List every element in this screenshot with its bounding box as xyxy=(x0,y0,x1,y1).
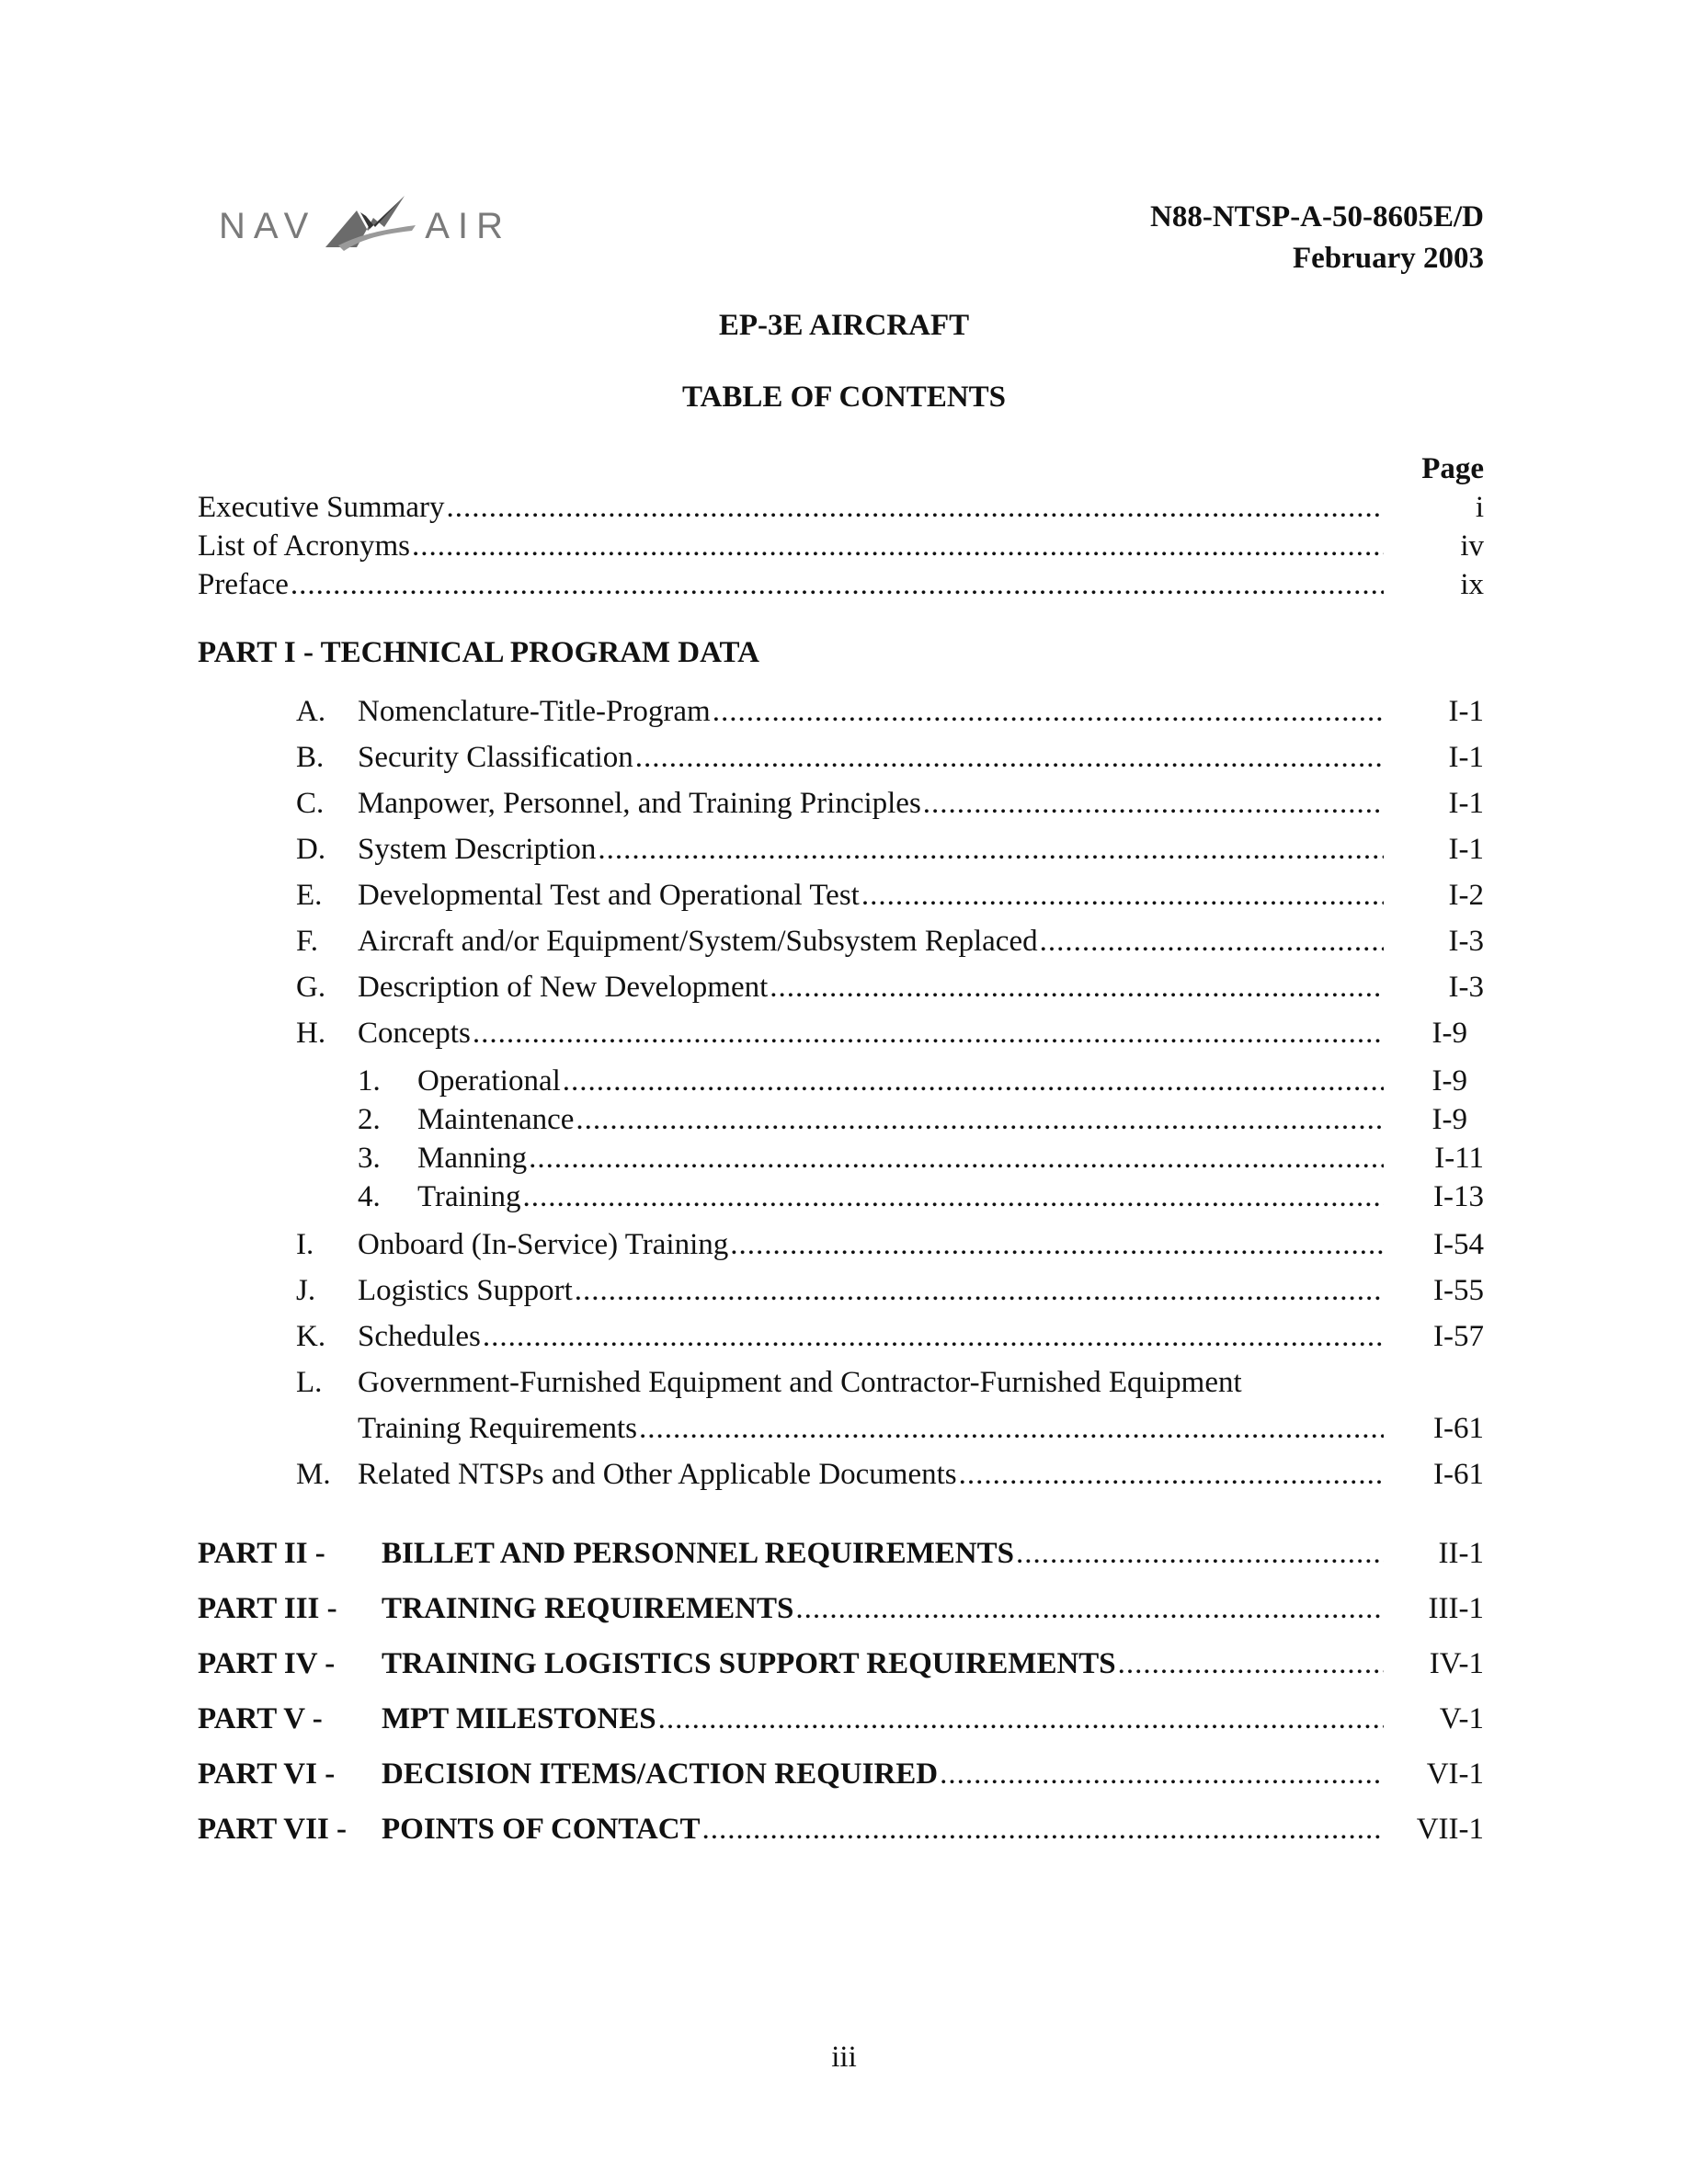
toc-entry[interactable] xyxy=(296,785,1384,822)
toc-page-number: I-55 xyxy=(1433,1274,1484,1307)
toc-page-number: ix xyxy=(1460,568,1484,601)
toc-page-number: I-57 xyxy=(1433,1320,1484,1353)
leader-dots xyxy=(412,528,1384,564)
part-label: PART V - xyxy=(198,1702,323,1735)
toc-entry[interactable] xyxy=(296,969,1384,1006)
part-label: PART II - xyxy=(198,1537,325,1570)
toc-entry-label: M. xyxy=(296,1458,331,1491)
toc-entry-label: C. xyxy=(296,787,325,820)
toc-entry-text: System Description xyxy=(358,833,597,866)
part-label: PART VII - xyxy=(198,1813,348,1846)
toc-entry-text: Manpower, Personnel, and Training Principles xyxy=(358,787,921,820)
leader-dots xyxy=(635,739,1384,776)
toc-subentry[interactable] xyxy=(358,1140,1384,1177)
toc-page-number: I-2 xyxy=(1448,879,1484,912)
toc-entry-text: Related NTSPs and Other Applicable Documents xyxy=(358,1458,957,1491)
toc-entry[interactable] xyxy=(296,1226,1384,1263)
toc-entry[interactable] xyxy=(296,1318,1384,1355)
leader-dots xyxy=(658,1701,1384,1737)
toc-entry[interactable] xyxy=(296,831,1384,868)
toc-subentry[interactable] xyxy=(358,1063,1384,1099)
toc-entry-label: 2. xyxy=(358,1103,381,1136)
leader-dots xyxy=(923,785,1384,822)
toc-entry-text: Schedules xyxy=(358,1320,481,1353)
toc-entry-label: B. xyxy=(296,741,325,774)
logo-text-left: NAV xyxy=(219,205,317,246)
toc-entry-list-of-acronyms[interactable] xyxy=(198,528,1384,564)
toc-entry-text: Security Classification xyxy=(358,741,633,774)
leader-dots xyxy=(575,1272,1384,1309)
part-label: PART VI - xyxy=(198,1757,336,1791)
toc-entry[interactable] xyxy=(296,1015,1384,1052)
toc-entry-label: H. xyxy=(296,1017,326,1050)
toc-page-number: I-1 xyxy=(1448,833,1484,866)
document-info xyxy=(1150,197,1484,279)
document-title: EP-3E AIRCRAFT xyxy=(718,309,970,342)
toc-entry-text: Logistics Support xyxy=(358,1274,573,1307)
toc-page-number: V-1 xyxy=(1439,1702,1484,1735)
toc-page-number: I-61 xyxy=(1433,1412,1484,1445)
leader-dots xyxy=(702,1811,1384,1848)
toc-subentry[interactable] xyxy=(358,1101,1384,1138)
page-column-label: Page xyxy=(1421,452,1484,485)
toc-entry-label: 1. xyxy=(358,1064,381,1098)
part-title: TRAINING LOGISTICS SUPPORT REQUIREMENTS xyxy=(382,1647,1116,1680)
toc-entry-label: I. xyxy=(296,1228,314,1261)
toc-entry-text: Concepts xyxy=(358,1017,471,1050)
toc-page-number: I-11 xyxy=(1434,1142,1484,1175)
leader-dots xyxy=(576,1101,1384,1138)
part-title: POINTS OF CONTACT xyxy=(382,1813,701,1846)
navair-wing-icon xyxy=(320,190,421,262)
part-title: MPT MILESTONES xyxy=(382,1702,656,1735)
logo-text-right: AIR xyxy=(425,205,511,246)
toc-entry-preface[interactable] xyxy=(198,566,1384,603)
toc-entry-text: Training Requirements xyxy=(358,1412,638,1445)
leader-dots xyxy=(473,1015,1384,1052)
leader-dots xyxy=(598,831,1384,868)
footer-page-number: iii xyxy=(831,2041,857,2074)
leader-dots xyxy=(959,1456,1384,1493)
toc-part-4[interactable] xyxy=(198,1645,1384,1682)
leader-dots xyxy=(291,566,1384,603)
toc-entry-l-line2[interactable] xyxy=(358,1410,1384,1447)
toc-entry-label: J. xyxy=(296,1274,316,1307)
toc-entry-text: Government-Furnished Equipment and Contractor-Furnished Equipment xyxy=(358,1366,1242,1399)
toc-entry[interactable] xyxy=(296,739,1384,776)
toc-page-number: VII-1 xyxy=(1416,1813,1484,1846)
leader-dots xyxy=(1040,923,1384,960)
toc-entry-label: G. xyxy=(296,971,326,1004)
leader-dots xyxy=(795,1590,1384,1627)
toc-entry-text: Aircraft and/or Equipment/System/Subsystem Replaced xyxy=(358,925,1038,958)
toc-page-number: I-1 xyxy=(1448,787,1484,820)
toc-page-number: i xyxy=(1475,491,1484,524)
toc-entry-text: Developmental Test and Operational Test xyxy=(358,879,860,912)
toc-entry-label: E. xyxy=(296,879,323,912)
part-title: DECISION ITEMS/ACTION REQUIRED xyxy=(382,1757,939,1791)
part-1-heading[interactable]: PART I - TECHNICAL PROGRAM DATA xyxy=(198,636,759,669)
toc-entry-text: Description of New Development xyxy=(358,971,769,1004)
toc-page-number: IV-1 xyxy=(1429,1647,1484,1680)
toc-page-number: I-1 xyxy=(1448,695,1484,728)
toc-page-number: iv xyxy=(1460,529,1484,563)
toc-entry[interactable] xyxy=(296,1272,1384,1309)
toc-page-number: VI-1 xyxy=(1426,1757,1484,1791)
toc-part-6[interactable] xyxy=(198,1756,1384,1792)
toc-entry-text: Maintenance xyxy=(417,1103,575,1136)
toc-page-number: I-3 xyxy=(1448,925,1484,958)
toc-entry-executive-summary[interactable] xyxy=(198,489,1384,526)
toc-subentry[interactable] xyxy=(358,1178,1384,1215)
toc-page-number: I-9 xyxy=(1431,1103,1467,1136)
toc-entry[interactable] xyxy=(296,693,1384,730)
toc-part-5[interactable] xyxy=(198,1701,1384,1737)
toc-part-2[interactable] xyxy=(198,1535,1384,1572)
toc-entry-label: 3. xyxy=(358,1142,381,1175)
leader-dots xyxy=(861,877,1384,914)
toc-page-number: I-13 xyxy=(1433,1180,1484,1213)
toc-part-7[interactable] xyxy=(198,1811,1384,1848)
leader-dots xyxy=(483,1318,1384,1355)
toc-page-number: I-9 xyxy=(1431,1017,1467,1050)
part-title: TRAINING REQUIREMENTS xyxy=(382,1592,794,1625)
toc-entry-label: F. xyxy=(296,925,318,958)
toc-entry-text: Preface xyxy=(198,568,289,601)
leader-dots xyxy=(1016,1535,1384,1572)
toc-entry-text: Nomenclature-Title-Program xyxy=(358,695,711,728)
leader-dots xyxy=(730,1226,1384,1263)
toc-entry-label: L. xyxy=(296,1366,323,1399)
toc-entry-l-line1[interactable] xyxy=(296,1364,1384,1401)
leader-dots xyxy=(563,1063,1384,1099)
navair-logo xyxy=(219,189,511,263)
toc-page-number: I-61 xyxy=(1433,1458,1484,1491)
toc-entry-label: 4. xyxy=(358,1180,381,1213)
toc-page-number: I-3 xyxy=(1448,971,1484,1004)
toc-entry-text: Training xyxy=(417,1180,521,1213)
toc-entry-text: Manning xyxy=(417,1142,528,1175)
toc-entry-label: A. xyxy=(296,695,326,728)
part-title: BILLET AND PERSONNEL REQUIREMENTS xyxy=(382,1537,1014,1570)
toc-page-number: II-1 xyxy=(1438,1537,1484,1570)
leader-dots xyxy=(447,489,1384,526)
toc-entry[interactable] xyxy=(296,923,1384,960)
toc-part-3[interactable] xyxy=(198,1590,1384,1627)
leader-dots xyxy=(639,1410,1384,1447)
leader-dots xyxy=(770,969,1384,1006)
toc-entry-text: List of Acronyms xyxy=(198,529,410,563)
toc-entry-text: Executive Summary xyxy=(198,491,445,524)
toc-page-number: III-1 xyxy=(1428,1592,1484,1625)
leader-dots xyxy=(1118,1645,1384,1682)
toc-entry[interactable] xyxy=(296,1456,1384,1493)
part-label: PART IV - xyxy=(198,1647,336,1680)
leader-dots xyxy=(713,693,1384,730)
toc-entry-label: D. xyxy=(296,833,326,866)
toc-entry[interactable] xyxy=(296,877,1384,914)
toc-page-number: I-1 xyxy=(1448,741,1484,774)
leader-dots xyxy=(522,1178,1384,1215)
toc-entry-text: Operational xyxy=(417,1064,561,1098)
document-date: February 2003 xyxy=(1292,242,1484,275)
leader-dots xyxy=(940,1756,1384,1792)
toc-page-number: I-9 xyxy=(1431,1064,1467,1098)
document-number: N88-NTSP-A-50-8605E/D xyxy=(1150,200,1484,233)
toc-heading: TABLE OF CONTENTS xyxy=(681,381,1007,414)
toc-entry-label: K. xyxy=(296,1320,326,1353)
toc-page-number: I-54 xyxy=(1433,1228,1484,1261)
toc-entry-text: Onboard (In-Service) Training xyxy=(358,1228,729,1261)
leader-dots xyxy=(529,1140,1384,1177)
part-label: PART III - xyxy=(198,1592,337,1625)
